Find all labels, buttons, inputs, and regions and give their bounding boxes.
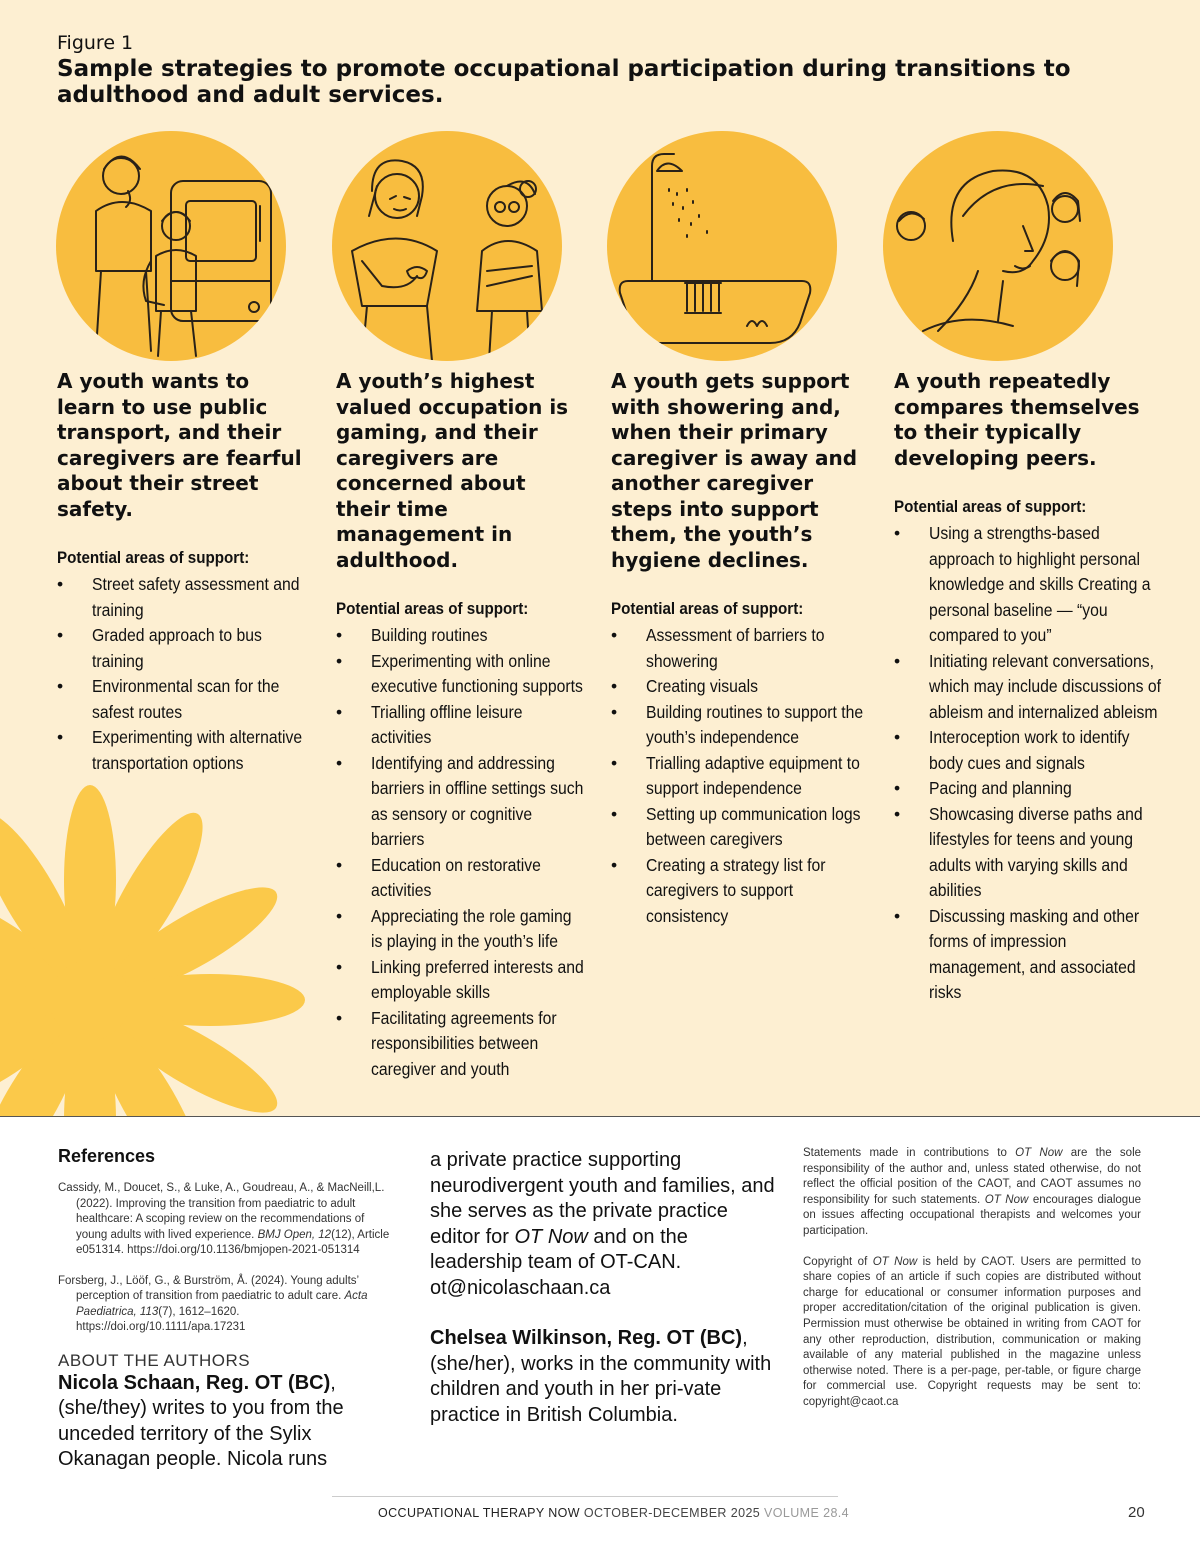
support-list — [57, 572, 312, 776]
gaming-illustration — [332, 131, 562, 361]
scenario-gaming — [336, 369, 584, 1082]
scenario-transport — [57, 369, 312, 776]
list-item: • Building routines — [336, 625, 488, 645]
scenario-heading: A youth gets support with showering and, when their primary caregiver is away and another caregiver steps into support them, the youth’s hygiene declines. — [611, 369, 858, 572]
list-item: • Pacing and planning — [894, 778, 1072, 798]
figure-title: Sample strategies to promote occupational participation during transitions to adulthood and adult services. — [57, 56, 1071, 108]
support-list — [611, 623, 867, 929]
references-heading: References — [58, 1146, 156, 1166]
page-number: 20 — [1128, 1504, 1145, 1521]
scenario-heading: A youth repeatedly compares themselves to their typically developing peers. — [894, 369, 1140, 470]
list-item: • Creating visuals — [611, 676, 759, 696]
support-label: Potential areas of support: — [336, 600, 529, 618]
list-item: • Setting up communication logs between caregivers — [611, 803, 861, 849]
peers-illustration — [883, 131, 1113, 361]
support-label: Potential areas of support: — [894, 498, 1087, 516]
list-item: • Creating a strategy list for caregivers to support consistency — [611, 854, 826, 926]
reference-item: Cassidy, M., Doucet, S., & Luke, A., Goudreau, A., & MacNeill,L. (2022). Improving the transition from paediatric to adult healthcare: A scoping review on the recommendations of young adults with lived experience. BMJ Open, 12(12), Article e051314. https://doi.org/10.1136/bmjopen-2021-051314 — [58, 1182, 390, 1256]
author-bio-continued: a private practice supporting neurodivergent youth and families, and she serves as the private practice editor for OT Now and on the leadership team of OT-CAN. ot@nicolaschaan.ca Chelsea Wilkinson, Reg. OT (BC), (she/her), works in the community with children and youth in her pri-vate practice in British Columbia. — [430, 1148, 775, 1453]
list-item: • Trialling adaptive equipment to support independence — [611, 752, 860, 798]
scenario-heading: A youth wants to learn to use public transport, and their caregivers are fearful about their street safety. — [57, 369, 302, 521]
references-section — [58, 1146, 398, 1473]
author-bio: Chelsea Wilkinson, Reg. OT (BC), (she/her), works in the community with children and youth in her pri-vate practice in British Columbia. — [430, 1327, 772, 1426]
support-label: Potential areas of support: — [57, 549, 250, 567]
list-item: • Interoception work to identify body cues and signals — [894, 727, 1130, 773]
footer-rule — [332, 1496, 838, 1497]
list-item: • Environmental scan for the safest routes — [57, 676, 280, 722]
scenario-heading: A youth’s highest valued occupation is gaming, and their caregivers are concerned about their time management in adulthood. — [336, 369, 569, 572]
list-item: • Experimenting with online executive functioning supports — [336, 650, 583, 696]
list-item: • Showcasing diverse paths and lifestyles for teens and young adults with varying skills and abilities — [894, 803, 1143, 900]
transport-illustration — [56, 131, 286, 361]
list-item: • Building routines to support the youth’s independence — [611, 701, 864, 747]
list-item: • Discussing masking and other forms of impression management, and associated risks — [894, 905, 1140, 1002]
list-item: • Assessment of barriers to showering — [611, 625, 825, 671]
support-label: Potential areas of support: — [611, 600, 804, 618]
reference-item: Forsberg, J., Lööf, G., & Burström, Å. (2024). Young adults’ perception of transition from paediatric to adult care. Acta Paediatrica, 113(7), 1612–1620. https://doi.org/10.1111/apa.17231 — [58, 1274, 368, 1333]
list-item: • Linking preferred interests and employable skills — [336, 956, 584, 1002]
list-item: • Initiating relevant conversations, which may include discussions of ableism and internalized ableism — [894, 650, 1161, 722]
list-item: • Street safety assessment and training — [57, 574, 300, 620]
support-list — [336, 623, 584, 1082]
shower-illustration — [607, 131, 837, 361]
figure-label: Figure 1 — [57, 32, 134, 54]
list-item: • Graded approach to bus training — [57, 625, 262, 671]
scenario-showering — [611, 369, 867, 929]
about-authors-heading: ABOUT THE AUTHORS — [58, 1350, 251, 1370]
scenario-comparison — [894, 369, 1162, 1006]
author-bio: Nicola Schaan, Reg. OT (BC), (she/they) writes to you from the unceded territory of the Sylix Okanagan people. Nicola runs — [58, 1371, 344, 1470]
support-list — [894, 521, 1162, 1006]
list-item: • Experimenting with alternative transportation options — [57, 727, 303, 773]
list-item: • Trialling offline leisure activities — [336, 701, 523, 747]
list-item: • Facilitating agreements for responsibilities between caregiver and youth — [336, 1007, 557, 1079]
list-item: • Using a strengths-based approach to highlight personal knowledge and skills Creating a personal baseline — “you compared to you” — [894, 523, 1151, 645]
running-footer: OCCUPATIONAL THERAPY NOW OCTOBER-DECEMBER 2025 VOLUME 28.4 — [378, 1506, 850, 1520]
list-item: • Appreciating the role gaming is playing in the youth’s life — [336, 905, 572, 951]
decorative-flower — [0, 780, 310, 1117]
figure-bottom-rule — [0, 1116, 1200, 1117]
disclaimer: Statements made in contributions to OT Now are the sole responsibility of the author and, unless stated otherwise, do not reflect the official position of the CAOT, and CAOT assumes no responsibility for such statements. OT Now encourages dialogue on issues affecting occupational therapists and welcomes your participation. Copyright of OT Now is held by CAOT. Users are permitted to share copies of an article if such copies are distributed without charge for educational or consumer information purposes and proper accreditation/citation of the original publication is given. Permission must otherwise be obtained in writing from CAOT for any other reproduction, distribution, communication or making available of any material published in the magazine unless otherwise noted. There is a per-page, per-table, or figure charge for commercial use. Copyright requests may be sent to: copyright@caot.ca — [803, 1147, 1142, 1408]
list-item: • Education on restorative activities — [336, 854, 541, 900]
list-item: • Identifying and addressing barriers in offline settings such as sensory or cognitive barriers — [336, 752, 584, 849]
